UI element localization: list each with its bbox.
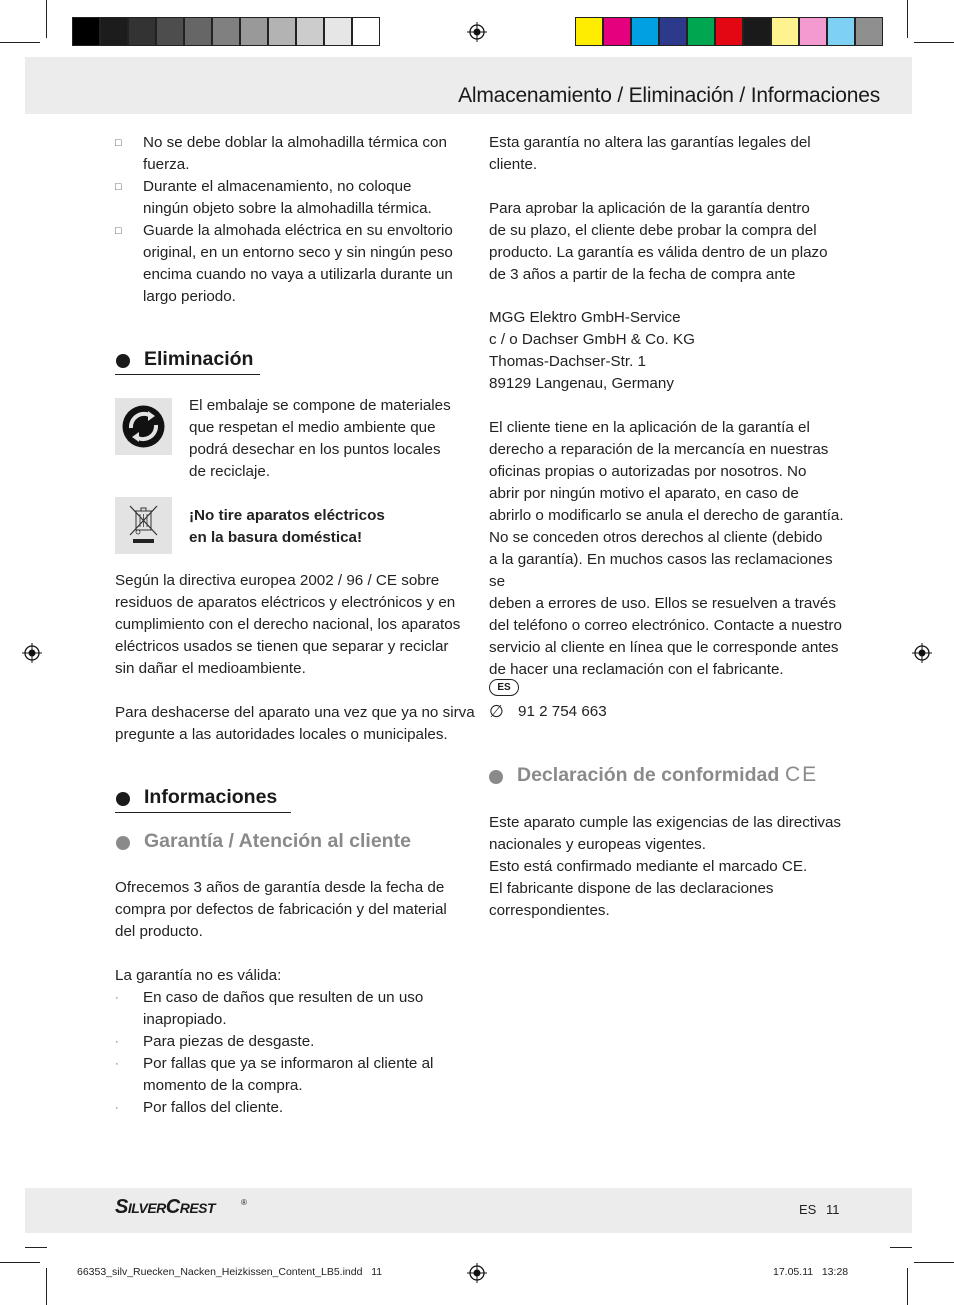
brand-logo: SilverCrest [115,1196,216,1218]
list-item-line: encima cuando no vaya a utilizarla durante un [143,266,453,283]
bullet-marker: · [115,992,119,1004]
list-item-line: original, en un entorno seco y sin ningún peso [143,244,453,261]
text-line: Según la directiva europea 2002 / 96 / CE sobre [115,572,440,589]
color-swatch [575,17,603,46]
directive-paragraph [115,570,480,680]
bullet-marker: · [115,1102,119,1114]
warranty-paragraph [115,877,480,943]
heading-underline [115,812,291,813]
color-swatch [268,17,296,46]
color-swatch [603,17,631,46]
heading-bullet [489,770,503,784]
text-line: El embalaje se compone de materiales [189,397,451,414]
legal-paragraph [489,132,849,176]
heading-bullet [116,836,130,850]
list-item-line: No se debe doblar la almohadilla térmica con [143,134,447,151]
color-swatch [715,17,743,46]
list-item-line: momento de la compra. [143,1077,303,1094]
crossed-bin-icon [115,497,172,554]
text-line: Para aprobar la aplicación de la garantía dentro [489,200,810,217]
text-line: residuos de aparatos eléctricos y electrónicos y en [115,594,456,611]
registered-mark: ® [241,1198,247,1207]
text-line: producto. La garantía es válida dentro de un plazo [489,244,828,261]
text-line: sin dañar el medioambiente. [115,660,306,677]
text-line: cumplimiento con el derecho nacional, los aparatos [115,616,461,633]
text-line: pregunte a las autoridades locales o municipales. [115,726,448,743]
color-swatch [687,17,715,46]
eliminacion-heading: Eliminación [144,348,254,370]
text-line: El fabricante dispone de las declaraciones [489,880,774,897]
list-item-line: largo periodo. [143,288,236,305]
color-swatch [240,17,268,46]
list-item [115,1053,480,1097]
conformity-paragraph [489,812,849,922]
bullet-marker: · [115,1036,119,1048]
list-item [115,1031,480,1053]
text-line: Thomas-Dachser-Str. 1 [489,353,646,370]
country-badge: ES [489,679,519,696]
informaciones-heading: Informaciones [144,786,278,808]
text-line: ¡No tire aparatos eléctricos [189,507,385,524]
list-item [115,176,470,220]
color-swatch [799,17,827,46]
text-line: a la garantía). En muchos casos las reclamaciones se [489,551,833,590]
color-swatch [184,17,212,46]
footer-lang: ES [799,1202,817,1217]
registration-mark-bottom [467,1263,487,1283]
text-line: Este aparato cumple las exigencias de las directivas [489,814,842,831]
list-item-line: inapropiado. [143,1011,227,1028]
text-line: deben a errores de uso. Ellos se resuelven a través [489,595,836,612]
list-item [115,132,470,176]
color-swatch [128,17,156,46]
heading-underline [115,374,260,375]
color-swatch [72,17,100,46]
storage-bullet-list [115,132,470,308]
color-swatch [100,17,128,46]
list-item-line: Por fallos del cliente. [143,1099,284,1116]
recycle-text [189,395,479,483]
page-number: 11 [826,1202,840,1217]
text-line: 89129 Langenau, Germany [489,375,674,392]
text-line: de reciclaje. [189,463,271,480]
color-swatch [827,17,855,46]
color-swatch [743,17,771,46]
text-line: podrá desechar en los puntos locales [189,441,441,458]
text-line: derecho a reparación de la mercancía en nuestras [489,441,829,458]
list-item-line: Para piezas de desgaste. [143,1033,315,1050]
list-item-line: Durante el almacenamiento, no coloque [143,178,412,195]
text-line: del teléfono o correo electrónico. Contacte a nuestro [489,617,842,634]
invalid-intro: La garantía no es válida: [115,967,282,984]
registration-mark-left [22,643,42,663]
service-address [489,307,849,395]
slug-filename: 66353_silv_Ruecken_Nacken_Heizkissen_Content_LB5.indd 11 [77,1266,383,1278]
bullet-marker: □ [115,225,122,237]
text-line: Esta garantía no altera las garantías legales del [489,134,811,151]
list-item [115,987,480,1031]
list-item-line: Por fallas que ya se informaron al cliente al [143,1055,434,1072]
bullet-marker: · [115,1058,119,1070]
registration-mark-top [467,22,487,42]
text-line: en la basura doméstica! [189,529,363,546]
list-item [115,220,470,308]
list-item-line: ningún objeto sobre la almohadilla térmica. [143,200,432,217]
weee-warning [189,505,479,549]
heading-bullet [116,792,130,806]
list-item-line: En caso de daños que resulten de un uso [143,989,424,1006]
conformity-heading: Declaración de conformidad [517,764,780,786]
text-line: cliente. [489,156,538,173]
list-item-line: Guarde la almohada eléctrica en su envoltorio [143,222,453,239]
bullet-marker: □ [115,181,122,193]
claim-paragraph [489,198,849,286]
text-line: Esto está confirmado mediante el marcado CE. [489,858,808,875]
color-swatch [296,17,324,46]
heading-bullet [116,354,130,368]
text-line: No se conceden otros derechos al cliente (debido [489,529,823,546]
text-line: eléctricos usados se tienen que separar y reciclar [115,638,449,655]
color-swatch [771,17,799,46]
list-item [115,1097,480,1119]
rights-paragraph [489,417,849,681]
dispose-paragraph [115,702,480,746]
text-line: servicio al cliente en línea que le corresponde antes [489,639,839,656]
text-line: que respetan el medio ambiente que [189,419,436,436]
text-line: El cliente tiene en la aplicación de la garantía el [489,419,810,436]
recycle-icon [115,398,172,455]
color-swatch [156,17,184,46]
text-line: de hacer una reclamación con el fabricante. [489,661,784,678]
bullet-marker: □ [115,137,122,149]
text-line: abrirlo o modificarlo se anula el derecho de garantía. [489,507,844,524]
ce-mark-icon: CE [785,763,819,786]
text-line: del producto. [115,923,203,940]
color-swatch [352,17,380,46]
text-line: de 3 años a partir de la fecha de compra ante [489,266,796,283]
text-line: de su plazo, el cliente debe probar la compra del [489,222,817,239]
list-item-line: fuerza. [143,156,190,173]
text-line: Para deshacerse del aparato una vez que ya no sirva [115,704,475,721]
registration-mark-right [912,643,932,663]
color-swatch [659,17,687,46]
page-title: Almacenamiento / Eliminación / Informaciones [458,84,880,107]
color-swatch [855,17,883,46]
text-line: MGG Elektro GmbH-Service [489,309,681,326]
slug-date: 17.05.11 13:28 [773,1266,849,1278]
color-swatch [212,17,240,46]
text-line: nacionales y europeas vigentes. [489,836,706,853]
text-line: oficinas propias o autorizadas por nosotros. No [489,463,807,480]
invalid-list [115,987,480,1119]
warranty-heading: Garantía / Atención al cliente [144,830,411,852]
color-swatch [324,17,352,46]
text-line: compra por defectos de fabricación y del material [115,901,447,918]
hotline-number[interactable]: 91 2 754 663 [518,703,607,720]
phone-icon: ∅ [489,702,504,721]
color-swatch [631,17,659,46]
text-line: correspondientes. [489,902,610,919]
text-line: abrir por ningún motivo el aparato, en caso de [489,485,799,502]
text-line: Ofrecemos 3 años de garantía desde la fecha de [115,879,445,896]
text-line: c / o Dachser GmbH & Co. KG [489,331,695,348]
